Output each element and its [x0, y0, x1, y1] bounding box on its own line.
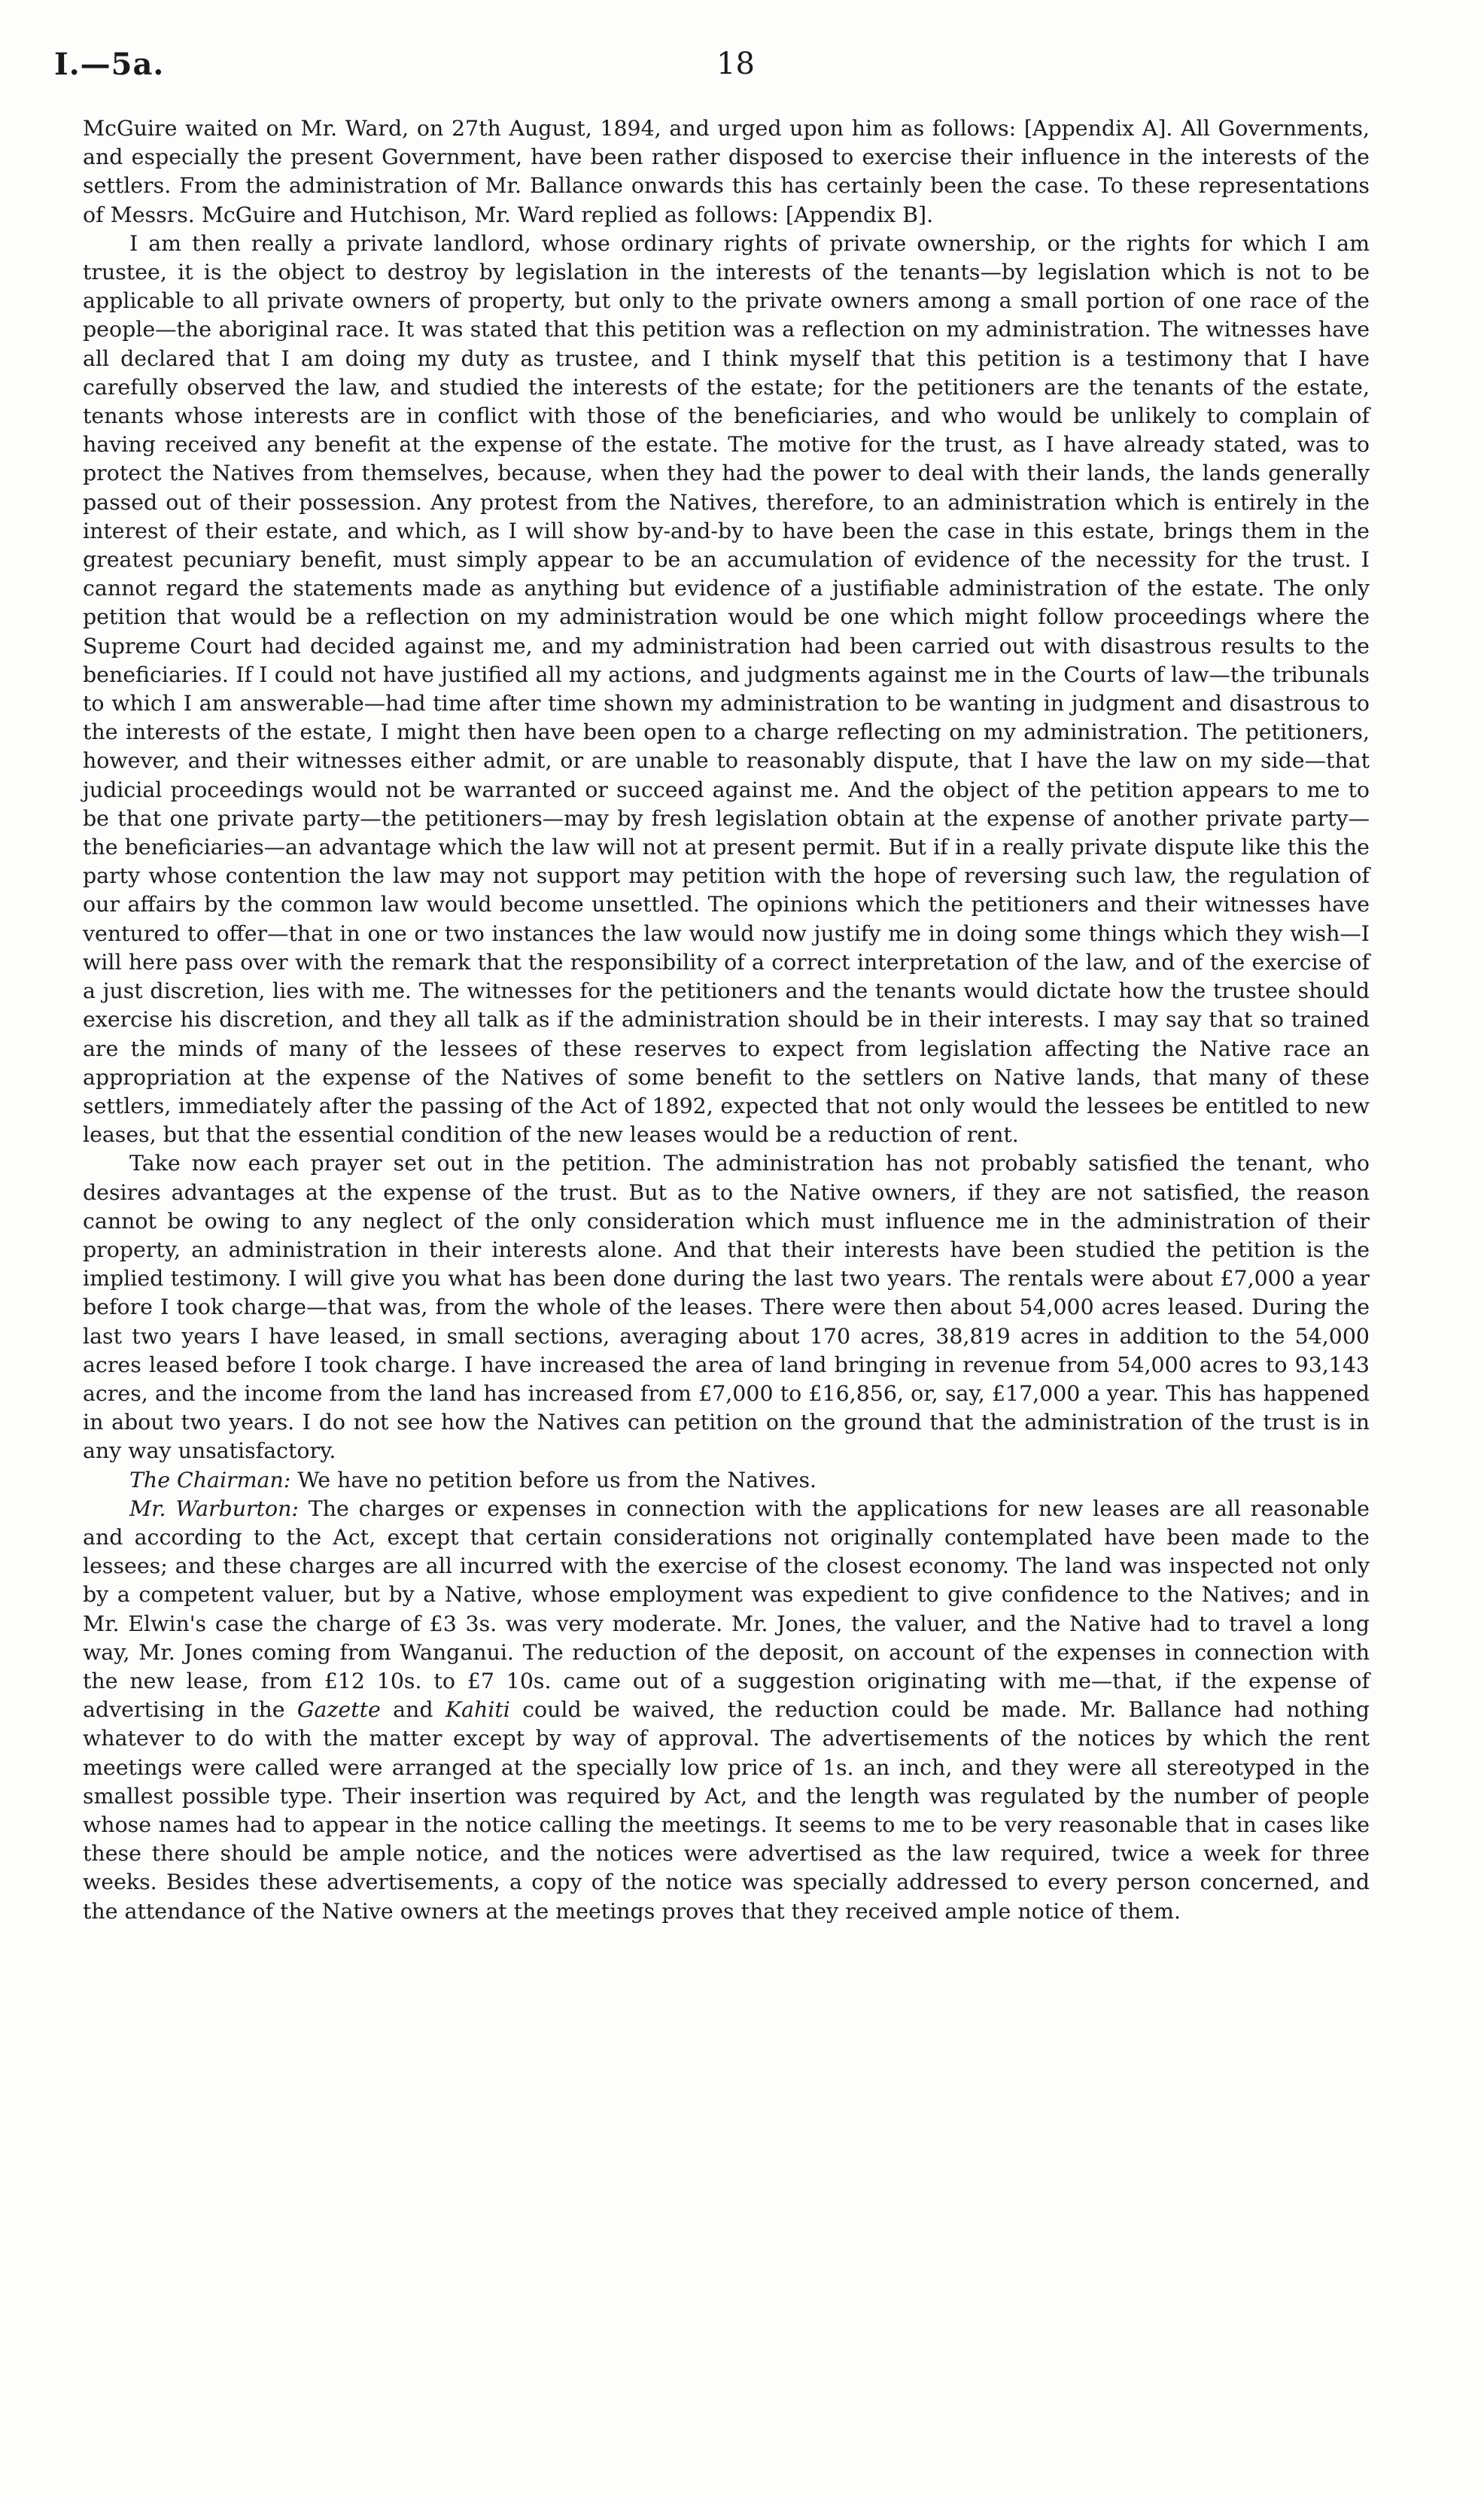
- speaker-chairman: The Chairman:: [129, 1467, 291, 1492]
- page-header: [54, 47, 1430, 99]
- paragraph-prayer: Take now each prayer set out in the petition. The administration has not probably satisfied the tenant, who desires advantages at the expense of the trust. But as to the Native owners, if they are not satisfied, the reason cannot be owing to any neglect of the only consideration which must influence me in the administration of their property, an administration in their interests alone. And that their interests have been studied the petition is the implied testimony. I will give you what has been done during the last two years. The rentals were about £7,000 a year before I took charge—that was, from the whole of the leases. There were then about 54,000 acres leased. During the last two years I have leased, in small sections, averaging about 170 acres, 38,819 acres in addition to the 54,000 acres leased before I took charge. I have increased the area of land bringing in revenue from 54,000 acres to 93,143 acres, and the income from the land has increased from £7,000 to £16,856, or, say, £17,000 a year. This has happened in about two years. I do not see how the Natives can petition on the ground that the administration of the trust is in any way unsatisfactory.: [83, 1151, 1370, 1464]
- paragraph-private-landlord: I am then really a private landlord, whose ordinary rights of private ownership, or the rights for which I am trustee, it is the object to destroy by legislation in the interests of the tenants—by legislation which is not to be applicable to all private owners of property, but only to the private owners among a small portion of one race of the people—the aboriginal race. It was stated that this petition was a reflection on my administration. The witnesses have all declared that I am doing my duty as trustee, and I think myself that this petition is a testimony that I have carefully observed the law, and studied the interests of the estate; for the petitioners are the tenants of the estate, tenants whose interests are in conflict with those of the beneficiaries, and who would be unlikely to complain of having received any benefit at the expense of the estate. The motive for the trust, as I have already stated, was to protect the Natives from themselves, because, when they had the power to deal with their lands, the lands generally passed out of their possession. Any protest from the Natives, therefore, to an administration which is entirely in the interest of their estate, and which, as I will show by-and-by to have been the case in this estate, brings them in the greatest pecuniary benefit, must simply appear to be an accumulation of evidence of the necessity for the trust. I cannot regard the statements made as anything but evidence of a justifiable administration of the estate. The only petition that would be a reflection on my administration would be one which might follow proceedings where the Supreme Court had decided against me, and my administration had been carried out with disastrous results to the beneficiaries. If I could not have justified all my actions, and judgments against me in the Courts of law—the tribunals to which I am answerable—had time after time shown my administration to be wanting in judgment and disastrous to the interests of the estate, I might then have been open to a charge reflecting on my administration. The petitioners, however, and their witnesses either admit, or are unable to reasonably dispute, that I have the law on my side—that judicial proceedings would not be warranted or succeed against me. And the object of the petition appears to me to be that one private party—the petitioners—may by fresh legislation obtain at the expense of another private party—the beneficiaries—an advantage which the law will not at present permit. But if in a really private dispute like this the party whose contention the law may not support may petition with the hope of reversing such law, the regulation of our affairs by the common law would become unsettled. The opinions which the petitioners and their witnesses have ventured to offer—that in one or two instances the law would now justify me in doing some things which they wish—I will here pass over with the remark that the responsibility of a correct interpretation of the law, and of the exercise of a just discretion, lies with me. The witnesses for the petitioners and the tenants would dictate how the trustee should exercise his discretion, and they all talk as if the administration should be in their interests. I may say that so trained are the minds of many of the lessees of these reserves to expect from legislation affecting the Native race an appropriation at the expense of the Natives of some benefit to the settlers on Native lands, that many of these settlers, immediately after the passing of the Act of 1892, expected that not only would the lessees be entitled to new leases, but that the essential condition of the new leases would be a reduction of rent.: [83, 230, 1370, 1148]
- and-word: and: [393, 1697, 433, 1723]
- gazette-title: Gazette: [296, 1697, 381, 1723]
- warburton-text-part1: The charges or expenses in connection with the applications for new leases are all reasonable and according to the Act, except that certain considerations not originally contemplated have been made to the lessees; and these charges are all incurred with the exercise of the closest economy. The land was inspected not only by a competent valuer, but by a Native, whose employment was expedient to give confidence to the Natives; and in Mr. Elwin's case the charge of £3 3s. was very moderate. Mr. Jones, the valuer, and the Native had to travel a long way, Mr. Jones coming from Wanganui. The reduction of the deposit, on account of the expenses in connection with the new lease, from £12 10s. to £7 10s. came out of a suggestion originating with me—that, if the expense of advertising in the: [83, 1495, 1370, 1723]
- speaker-warburton: Mr. Warburton:: [129, 1495, 299, 1521]
- paragraph-chairman: [83, 1466, 1370, 1495]
- paragraph-warburton: [83, 1495, 1370, 1926]
- document-reference: I.—5a.: [54, 47, 165, 82]
- chairman-remark: We have no petition before us from the Natives.: [297, 1467, 817, 1492]
- body-text: [83, 114, 1370, 1926]
- warburton-text-part2: could be waived, the reduction could be made. Mr. Ballance had nothing whatever to do with the matter except by way of approval. The advertisements of the notices by which the rent meetings were called were arranged at the specially low price of 1s. an inch, and they were all stereotyped in the smallest possible type. Their insertion was required by Act, and the length was regulated by the number of people whose names had to appear in the notice calling the meetings. It seems to me to be very reasonable that in cases like these there should be ample notice, and the notices were advertised as the law required, twice a week for three weeks. Besides these advertisements, a copy of the notice was specially addressed to every person concerned, and the attendance of the Native owners at the meetings proves that they received ample notice of them.: [83, 1697, 1370, 1924]
- kahiti-title: Kahiti: [445, 1697, 510, 1723]
- paragraph-continuation: McGuire waited on Mr. Ward, on 27th August, 1894, and urged upon him as follows: [Appendix A]. All Governments, and especially the present Government, have been rather disposed to exercise their influence in the interests of the settlers. From the administration of Mr. Ballance onwards this has certainly been the case. To these representations of Messrs. McGuire and Hutchison, Mr. Ward replied as follows: [Appendix B].: [83, 116, 1370, 227]
- page-number: 18: [716, 47, 755, 81]
